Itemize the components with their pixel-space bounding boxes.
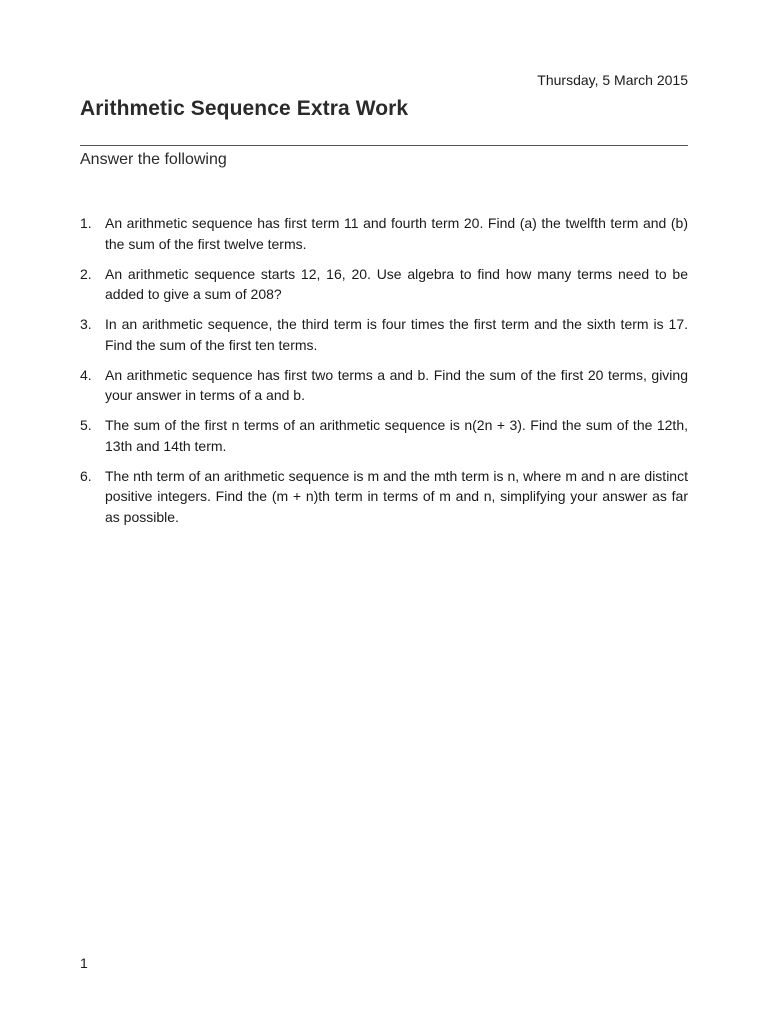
title-divider	[80, 145, 688, 146]
document-title: Arithmetic Sequence Extra Work	[80, 97, 409, 120]
question-text: An arithmetic sequence has first term 11 and fourth term 20. Find (a) the twelfth term and (b) the sum of the first twelve terms.	[105, 215, 688, 252]
question-text: An arithmetic sequence has first two terms a and b. Find the sum of the first 20 terms, giving your answer in terms of a and b.	[105, 366, 688, 403]
question-item	[80, 466, 688, 528]
question-number: 6.	[80, 467, 92, 484]
question-number: 3.	[80, 316, 92, 332]
question-number: 4.	[80, 366, 92, 383]
question-list	[80, 213, 688, 537]
question-item	[80, 365, 688, 406]
section-heading: Answer the following	[80, 151, 227, 168]
question-item	[80, 415, 688, 456]
document-date: Thursday, 5 March 2015	[537, 72, 688, 88]
question-text: An arithmetic sequence starts 12, 16, 20. Use algebra to find how many terms need to be added to give a sum of 208?	[105, 265, 688, 302]
question-text: The sum of the first n terms of an arithmetic sequence is n(2n + 3). Find the sum of the 12th, 13th and 14th term.	[105, 417, 688, 454]
page-number: 1	[80, 955, 88, 971]
question-item	[80, 314, 688, 355]
question-text: The nth term of an arithmetic sequence is m and the mth term is n, where m and n are distinct positive integers. Find the (m + n)th term in terms of m and n, simplifying your answer as far as possible.	[105, 467, 688, 525]
question-item	[80, 213, 688, 254]
question-number: 2.	[80, 265, 92, 282]
question-number: 5.	[80, 417, 92, 433]
question-text: In an arithmetic sequence, the third term is four times the first term and the sixth term is 17. Find the sum of the first ten terms.	[105, 316, 688, 353]
question-item	[80, 264, 688, 305]
question-number: 1.	[80, 215, 92, 231]
